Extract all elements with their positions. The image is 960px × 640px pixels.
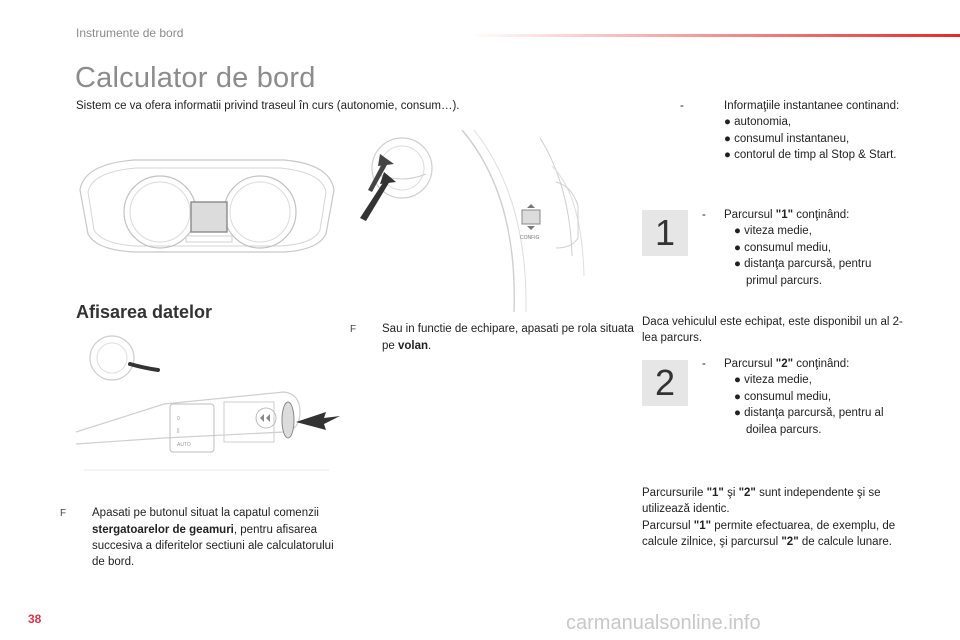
trip-1-number-box bbox=[642, 210, 688, 256]
wiper-text-2: , pentru afisarea succesiva a diferitelor sectiuni ale calculatorului de bord. bbox=[92, 524, 334, 568]
trip-1-number: 1 bbox=[654, 212, 676, 253]
list-item: ● viteza medie, bbox=[734, 374, 812, 387]
list-item: ● distanţa parcursă, pentru primul parcurs. bbox=[734, 258, 872, 287]
section-label: Instrumente de bord bbox=[76, 26, 184, 40]
wheel-text-1: Sau in functie de echipare, apasati pe rola situata pe bbox=[382, 323, 634, 352]
trip-2-number-box bbox=[642, 360, 688, 406]
wiper-instruction bbox=[60, 505, 342, 570]
intro-text: Sistem ce va ofera informatii privind traseul în curs (autonomie, consum…). bbox=[76, 100, 460, 112]
instant-info bbox=[680, 98, 902, 164]
dashboard-illustration bbox=[74, 150, 340, 262]
config-button-label: CONFIG bbox=[520, 235, 540, 241]
trip-2-number: 2 bbox=[654, 362, 676, 403]
trip-1-info bbox=[702, 207, 902, 289]
note-text: de calcule lunare. bbox=[798, 536, 892, 549]
trip-2-note: Daca vehiculul este echipat, este disponibil un al 2-lea parcurs. bbox=[642, 316, 903, 345]
list-item: ● viteza medie, bbox=[734, 225, 812, 238]
wheel-text-2: . bbox=[428, 340, 432, 352]
note-bold: "1" bbox=[693, 519, 712, 532]
page-number: 38 bbox=[28, 612, 42, 626]
list-item: ● contorul de timp al Stop & Start. bbox=[724, 149, 897, 162]
note-text: sunt independente şi se utilizează identic. bbox=[642, 487, 881, 516]
instant-intro: Informaţiile instantanee continand: bbox=[724, 100, 900, 112]
note-text: Parcursurile bbox=[642, 487, 707, 499]
list-item: ● consumul mediu, bbox=[734, 390, 832, 403]
trip-1-name: "1" bbox=[775, 209, 794, 221]
trip-2-name: "2" bbox=[775, 358, 794, 370]
dash: - bbox=[702, 209, 706, 221]
flag-icon: F bbox=[60, 508, 67, 519]
header-accent-line bbox=[470, 34, 960, 37]
wiper-stalk-illustration bbox=[74, 332, 340, 472]
list-item: ● consumul instantaneu, bbox=[724, 132, 850, 145]
trip-1-prefix: Parcursul bbox=[724, 209, 776, 221]
trip-1-suffix: conţinând: bbox=[793, 209, 850, 221]
note-text: şi bbox=[723, 487, 739, 499]
trip-2-info bbox=[702, 356, 908, 438]
dash: - bbox=[680, 100, 684, 112]
note-text: Parcursul bbox=[642, 519, 694, 532]
stalk-marking-off: 0 bbox=[177, 416, 180, 422]
note-text: permite efectuarea, de exemplu, de calcule zilnice, şi parcursul bbox=[642, 519, 896, 549]
steering-wheel-illustration bbox=[350, 126, 630, 314]
wheel-instruction bbox=[350, 321, 638, 354]
stalk-marking-auto: AUTO bbox=[177, 442, 191, 448]
watermark: carmanualsonline.info bbox=[566, 612, 761, 634]
note-bold: "2" bbox=[781, 536, 799, 549]
trips-note bbox=[642, 485, 912, 551]
flag-icon: F bbox=[350, 324, 357, 335]
note-bold: "1" bbox=[706, 487, 724, 499]
dash: - bbox=[702, 358, 706, 370]
stalk-marking-intermittent: || bbox=[177, 428, 180, 434]
page-title: Calculator de bord bbox=[75, 62, 316, 94]
wheel-text-bold: volan bbox=[398, 340, 429, 352]
note-bold: "2" bbox=[738, 487, 756, 499]
wiper-text-bold: stergatoarelor de geamuri bbox=[92, 524, 234, 536]
list-item: ● consumul mediu, bbox=[734, 241, 832, 254]
list-item: ● autonomia, bbox=[724, 116, 792, 129]
wiper-text-1: Apasati pe butonul situat la capatul comenzii bbox=[92, 507, 319, 519]
section-heading: Afisarea datelor bbox=[76, 302, 213, 322]
list-item: ● distanţa parcursă, pentru al doilea parcurs. bbox=[734, 407, 884, 436]
trip-2-suffix: conţinând: bbox=[793, 358, 850, 370]
trip-2-prefix: Parcursul bbox=[724, 358, 776, 370]
